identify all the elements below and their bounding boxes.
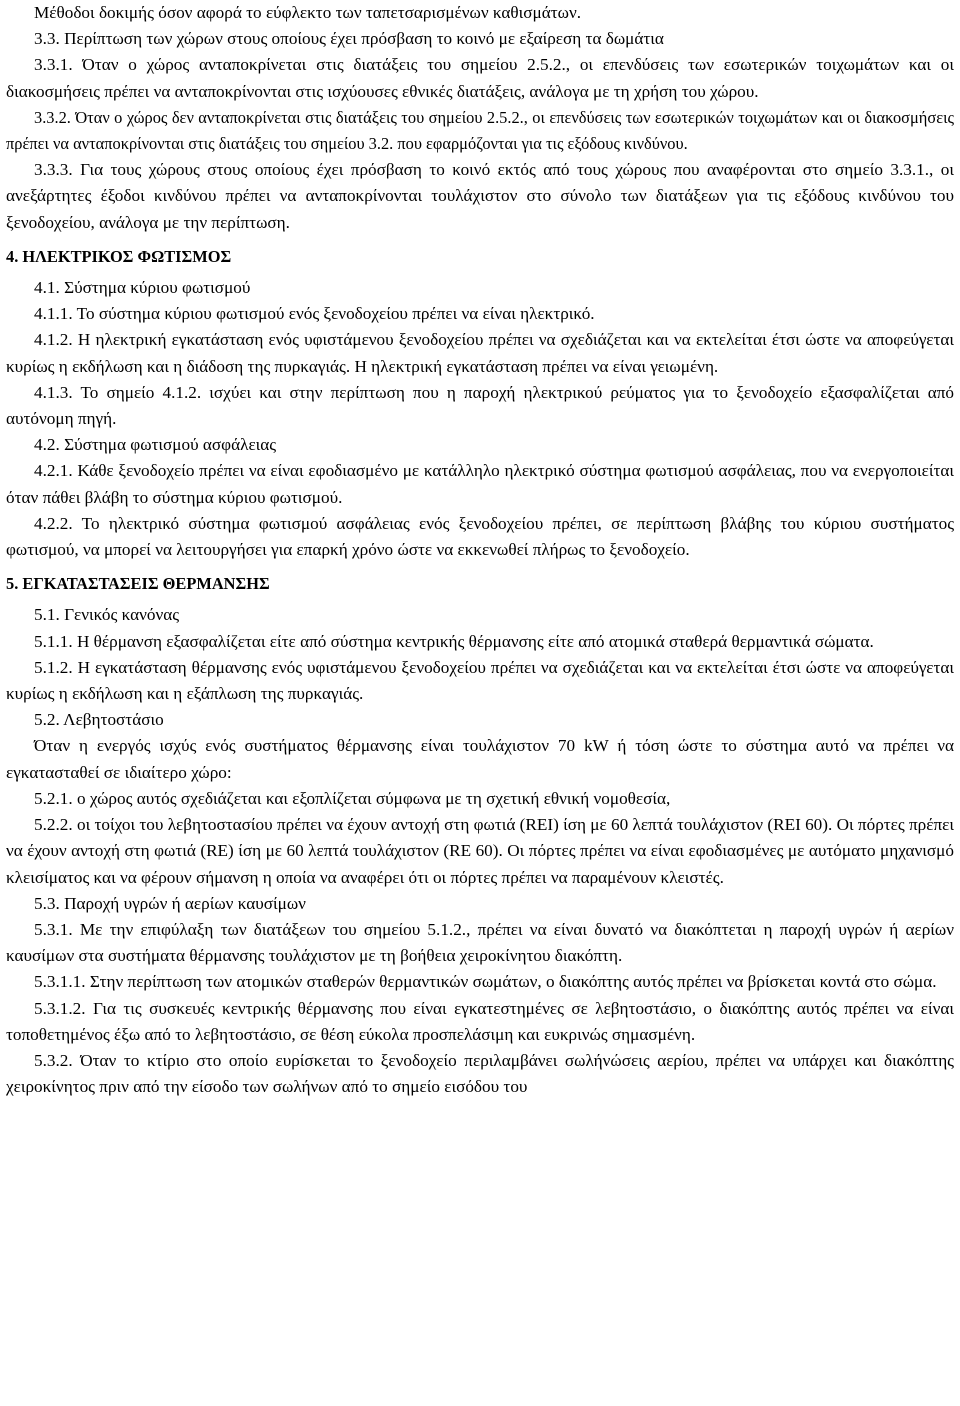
- paragraph-3-3-2: 3.3.2. Όταν ο χώρος δεν ανταποκρίνεται στις διατάξεις του σημείου 2.5.2., οι επενδύσεις των εσωτερικών τοιχωμάτων και οι διακοσμήσεις πρέπει να ανταποκρίνονται στις διατάξεις του σημείου 3.2. που εφαρμόζονται για τις εξόδους κινδύνου.: [6, 107, 954, 154]
- section-5-heading: 5. ΕΓΚΑΤΑΣΤΑΣΕΙΣ ΘΕΡΜΑΝΣΗΣ: [6, 574, 270, 594]
- section-5-3-heading: 5.3. Παροχή υγρών ή αερίων καυσίμων: [34, 893, 306, 913]
- paragraph-test-methods: Μέθοδοι δοκιμής όσον αφορά το εύφλεκτο των ταπετσαρισμένων καθισμάτων.: [34, 3, 582, 22]
- paragraph-4-1-1: 4.1.1. Το σύστημα κύριου φωτισμού ενός ξενοδοχείου πρέπει να είναι ηλεκτρικό.: [34, 304, 595, 324]
- paragraph-5-1-1: 5.1.1. Η θέρμανση εξασφαλίζεται είτε από σύστημα κεντρικής θέρμανσης είτε από ατομικά σταθερά θερμαντικά σώματα.: [34, 631, 874, 651]
- section-3-3-heading: 3.3. Περίπτωση των χώρων στους οποίους έχει πρόσβαση το κοινό με εξαίρεση τα δωμάτια: [34, 29, 664, 49]
- paragraph-5-2-2: 5.2.2. οι τοίχοι του λεβητοστασίου πρέπει να έχουν αντοχή στη φωτιά (REI) ίση με 60 λεπτά τουλάχιστον (REI 60). Οι πόρτες πρέπει να έχουν αντοχή στη φωτιά (RE) ίση με 60 λεπτά τουλάχιστον (RE 60). Οι πόρτες πρέπει να είναι εφοδιασμένες με αυτόματο μηχανισμό κλεισίματος και να φέρουν σήμανση η οποία να αναφέρει ότι οι πόρτες πρέπει να παραμένουν κλειστές.: [6, 815, 954, 887]
- section-5-2-heading: 5.2. Λεβητοστάσιο: [34, 710, 164, 730]
- section-4-1-heading: 4.1. Σύστημα κύριου φωτισμού: [34, 278, 251, 298]
- paragraph-5-3-2: 5.3.2. Όταν το κτίριο στο οποίο ευρίσκεται το ξενοδοχείο περιλαμβάνει σωλήνώσεις αερίου, πρέπει να υπάρχει και διακόπτης χειροκίνητος πριν από την είσοδο των σωλήνων από το σημείο εισόδου του: [6, 1050, 954, 1097]
- section-4-2-heading: 4.2. Σύστημα φωτισμού ασφάλειας: [34, 435, 277, 455]
- paragraph-5-2-intro: Όταν η ενεργός ισχύς ενός συστήματος θέρμανσης είναι τουλάχιστον 70 kW ή τόση ώστε το σύστημα αυτό να πρέπει να εγκατασταθεί σε ιδιαίτερο χώρο:: [6, 736, 954, 782]
- paragraph-3-3-3: 3.3.3. Για τους χώρους στους οποίους έχει πρόσβαση το κοινό εκτός από τους χώρους που αναφέρονται στο σημείο 3.3.1., οι ανεξάρτητες έξοδοι κινδύνου πρέπει να ανταποκρίνονται τουλάχιστον στο σύνολο των διατάξεων για τις εξόδους κινδύνου του ξενοδοχείου, ανάλογα με την περίπτωση.: [6, 160, 954, 232]
- paragraph-3-3-1: 3.3.1. Όταν ο χώρος ανταποκρίνεται στις διατάξεις του σημείου 2.5.2., οι επενδύσεις των εσωτερικών τοιχωμάτων και οι διακοσμήσεις πρέπει να ανταποκρίνονται στις ισχύουσες εθνικές διατάξεις, ανάλογα με τη χρήση του χώρου.: [6, 55, 954, 101]
- paragraph-5-1-2: 5.1.2. Η εγκατάσταση θέρμανσης ενός υφιστάμενου ξενοδοχείου πρέπει να σχεδιάζεται και να εκτελείται έτσι ώστε να αποφεύγεται κυρίως η εκδήλωση και η εξάπλωση της πυρκαγιάς.: [6, 657, 954, 704]
- paragraph-5-3-1-2: 5.3.1.2. Για τις συσκευές κεντρικής θέρμανσης που είναι εγκατεστημένες σε λεβητοστάσιο, ο διακόπτης αυτός πρέπει να είναι τοποθετημένος έξω από το λεβητοστάσιο, σε θέση εύκολα προσπελάσιμη και ευκρινώς σημασμένη.: [6, 998, 954, 1044]
- paragraph-4-1-2: 4.1.2. Η ηλεκτρική εγκατάσταση ενός υφιστάμενου ξενοδοχείου πρέπει να σχεδιάζεται και να εκτελείται έτσι ώστε να αποφεύγεται κυρίως η εκδήλωση και η διάδοση της πυρκαγιάς. Η ηλεκτρική εγκατάσταση πρέπει να είναι γειωμένη.: [6, 330, 954, 376]
- paragraph-5-3-1: 5.3.1. Με την επιφύλαξη των διατάξεων του σημείου 5.1.2., πρέπει να είναι δυνατό να διακόπτεται η παροχή υγρών ή αερίων καυσίμων στα συστήματα θέρμανσης τουλάχιστον με τη βοήθεια χειροκίνητου διακόπτη.: [6, 919, 954, 966]
- paragraph-4-1-3: 4.1.3. Το σημείο 4.1.2. ισχύει και στην περίπτωση που η παροχή ηλεκτρικού ρεύματος για το ξενοδοχείο εξασφαλίζεται από αυτόνομη πηγή.: [6, 382, 954, 429]
- paragraph-4-2-2: 4.2.2. Το ηλεκτρικό σύστημα φωτισμού ασφάλειας ενός ξενοδοχείου πρέπει, σε περίπτωση βλάβης του κύριου συστήματος φωτισμού, να μπορεί να λειτουργήσει για επαρκή χρόνο ώστε να εκκενωθεί πλήρως το ξενοδοχείο.: [6, 513, 954, 560]
- paragraph-4-2-1: 4.2.1. Κάθε ξενοδοχείο πρέπει να είναι εφοδιασμένο με κατάλληλο ηλεκτρικό σύστημα φωτισμού ασφάλειας, που να ενεργοποιείται όταν πάθει βλάβη το σύστημα κύριου φωτισμού.: [6, 461, 954, 507]
- document-page: [6, 0, 954, 1100]
- paragraph-5-3-1-1: 5.3.1.1. Στην περίπτωση των ατομικών σταθερών θερμαντικών σωμάτων, ο διακόπτης αυτός πρέπει να βρίσκεται κοντά στο σώμα.: [34, 972, 937, 992]
- section-5-1-heading: 5.1. Γενικός κανόνας: [34, 605, 180, 625]
- paragraph-5-2-1: 5.2.1. ο χώρος αυτός σχεδιάζεται και εξοπλίζεται σύμφωνα με τη σχετική εθνική νομοθεσία,: [34, 788, 671, 808]
- section-4-heading: 4. ΗΛΕΚΤΡΙΚΟΣ ΦΩΤΙΣΜΟΣ: [6, 246, 232, 266]
